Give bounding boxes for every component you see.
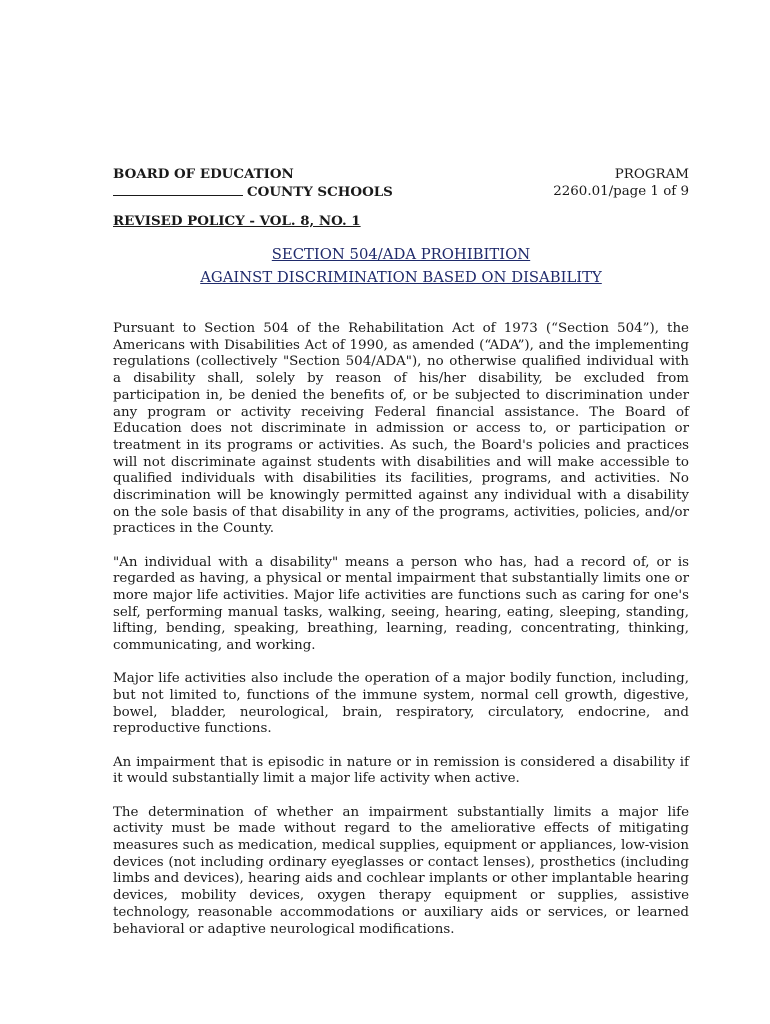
header-row-1	[113, 166, 689, 183]
board-of-education-label: BOARD OF EDUCATION	[113, 166, 294, 182]
policy-body	[113, 321, 689, 938]
header-row-2	[113, 183, 689, 201]
paragraph: Pursuant to Section 504 of the Rehabilitation Act of 1973 (“Section 504”), the Americans with Disabilities Act of 1990, as amended (“ADA”), and the implementing regulations (collectively "Section 504/ADA"), no otherwise qualified individual with a disability shall, solely by reason of his/her disability, be excluded from participation in, be denied the benefits of, or be subjected to discrimination under any program or activity receiving Federal financial assistance. The Board of Education does not discriminate in admission or access to, or participation or treatment in its programs or activities. As such, the Board's policies and practices will not discriminate against students with disabilities and will make accessible to qualified individuals with disabilities its facilities, programs, and activities. No discrimination will be knowingly permitted against any individual with a disability on the sole basis of that disability in any of the programs, activities, policies, and/or practices in the County.	[113, 321, 689, 537]
paragraph: Major life activities also include the operation of a major bodily function, including, but not limited to, functions of the immune system, normal cell growth, digestive, bowel, bladder, neurological, brain, respiratory, circulatory, endocrine, and reproductive functions.	[113, 671, 689, 737]
county-schools-label	[113, 183, 393, 201]
page-number: 2260.01/page 1 of 9	[553, 184, 689, 199]
county-schools-text: COUNTY SCHOOLS	[247, 184, 393, 200]
paragraph: The determination of whether an impairment substantially limits a major life activity must be made without regard to the ameliorative effects of mitigating measures such as medication, medical supplies, equipment or appliances, low-vision devices (not including ordinary eyeglasses or contact lenses), prosthetics (including limbs and devices), hearing aids and cochlear implants or other implantable hearing devices, mobility devices, oxygen therapy equipment or supplies, assistive technology, reasonable accommodations or auxiliary aids or services, or learned behavioral or adaptive neurological modifications.	[113, 804, 689, 937]
paragraph: An impairment that is episodic in nature or in remission is considered a disability if it would substantially limit a major life activity when active.	[113, 754, 689, 787]
county-name-blank	[113, 183, 243, 196]
paragraph: "An individual with a disability" means a person who has, had a record of, or is regarded as having, a physical or mental impairment that substantially limits one or more major life activities. Major life activities are functions such as caring for one's self, performing manual tasks, walking, seeing, hearing, eating, sleeping, standing, lifting, bending, speaking, breathing, learning, reading, concentrating, thinking, communicating, and working.	[113, 554, 689, 654]
title-line-2: AGAINST DISCRIMINATION BASED ON DISABILITY	[200, 268, 602, 286]
policy-page	[113, 166, 689, 955]
revised-policy-label: REVISED POLICY - VOL. 8, NO. 1	[113, 213, 361, 229]
program-label: PROGRAM	[614, 167, 689, 182]
policy-title	[113, 244, 689, 289]
title-line-1: SECTION 504/ADA PROHIBITION	[271, 246, 531, 263]
